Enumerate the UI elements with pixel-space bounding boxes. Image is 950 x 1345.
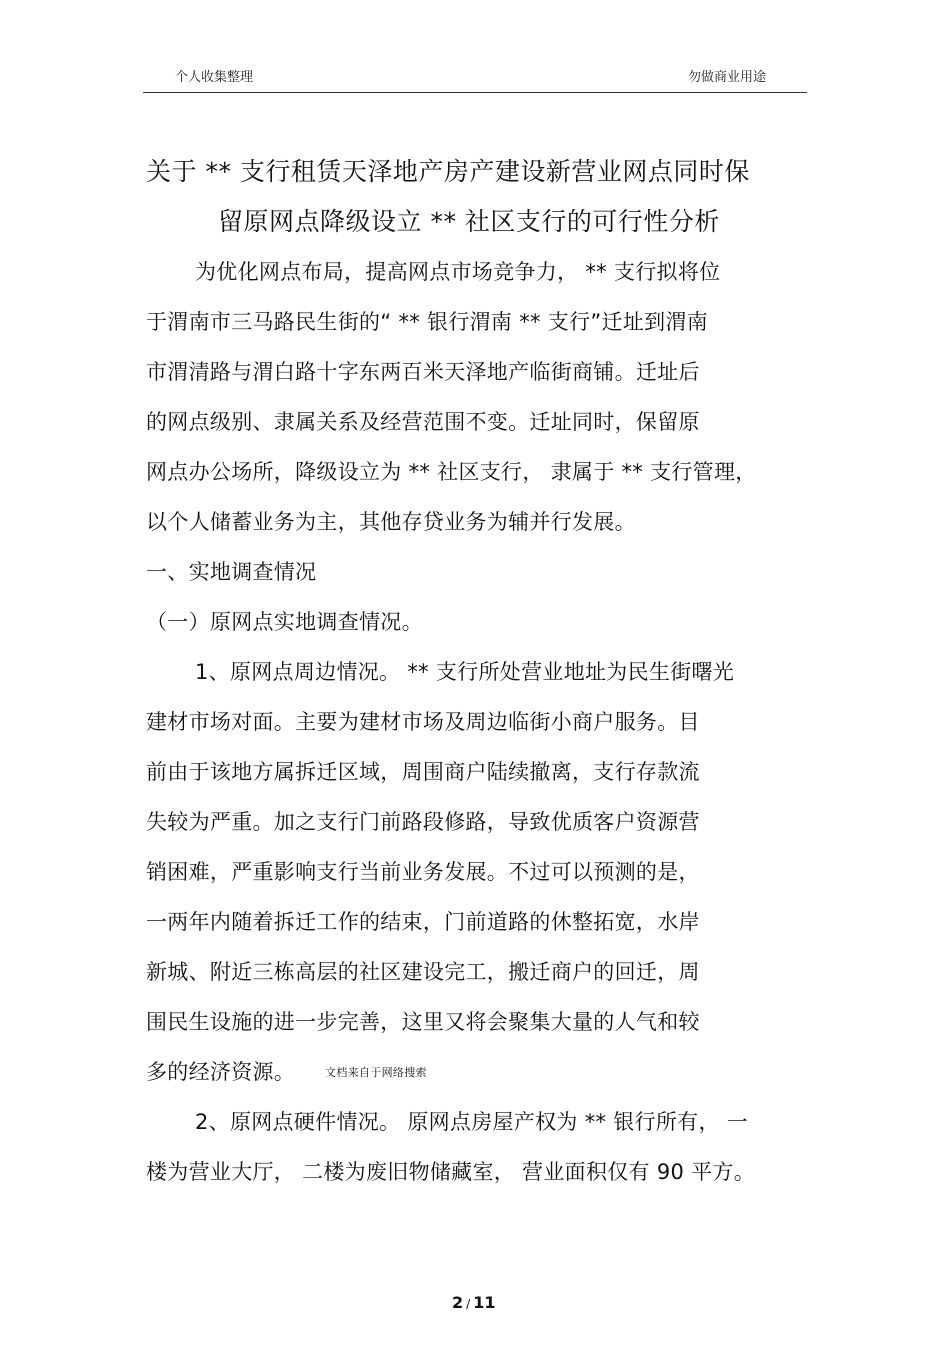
body-line: 以个人储蓄业务为主，其他存贷业务为辅并行发展。	[146, 510, 636, 534]
body-line: 为优化网点布局，提高网点市场竞争力， ** 支行拟将位	[195, 260, 721, 284]
body-line: 网点办公场所，降级设立为 ** 社区支行， 隶属于 ** 支行管理，	[146, 460, 757, 484]
body-line: 新城、附近三栋高层的社区建设完工，搬迁商户的回迁，周	[146, 960, 700, 984]
body-line-text: 多的经济资源。	[146, 1060, 296, 1084]
body-line	[146, 1056, 427, 1086]
page-number	[452, 1293, 495, 1312]
body-line: 建材市场对面。主要为建材市场及周边临街小商户服务。目	[146, 710, 700, 734]
page-header-right: 勿做商业用途	[688, 70, 767, 85]
page-header-left: 个人收集整理	[175, 70, 254, 85]
source-note: 文档来自于网络搜索	[325, 1066, 427, 1079]
header-divider	[143, 92, 807, 93]
body-line: 市渭清路与渭白路十字东两百米天泽地产临街商铺。迁址后	[146, 360, 700, 384]
body-line: 2、原网点硬件情况。 原网点房屋产权为 ** 银行所有， 一	[195, 1110, 749, 1134]
body-line: 于渭南市三马路民生街的“ ** 银行渭南 ** 支行”迁址到渭南	[146, 310, 709, 334]
body-line: 围民生设施的进一步完善，这里又将会聚集大量的人气和较	[146, 1010, 700, 1034]
document-title-line-1: 关于 ** 支行租赁天泽地产房产建设新营业网点同时保	[146, 157, 750, 186]
total-pages: 11	[473, 1293, 496, 1312]
body-line: 前由于该地方属拆迁区域，周围商户陆续撤离，支行存款流	[146, 760, 700, 784]
body-line: 销困难，严重影响支行当前业务发展。不过可以预测的是，	[146, 860, 700, 884]
section-heading: 一、实地调查情况	[146, 560, 317, 584]
body-line: 的网点级别、隶属关系及经营范围不变。迁址同时，保留原	[146, 410, 700, 434]
document-title-line-2: 留原网点降级设立 ** 社区支行的可行性分析	[218, 207, 720, 236]
body-line: 一两年内随着拆迁工作的结束，门前道路的休整拓宽，水岸	[146, 910, 700, 934]
current-page: 2	[452, 1293, 464, 1312]
page-separator: /	[466, 1297, 471, 1311]
body-line: 楼为营业大厅， 二楼为废旧物储藏室， 营业面积仅有 90 平方。	[146, 1160, 756, 1184]
body-line: 1、原网点周边情况。 ** 支行所处营业地址为民生街曙光	[195, 660, 735, 684]
body-line: 失较为严重。加之支行门前路段修路，导致优质客户资源营	[146, 810, 700, 834]
subsection-heading: （一）原网点实地调查情况。	[146, 610, 423, 634]
